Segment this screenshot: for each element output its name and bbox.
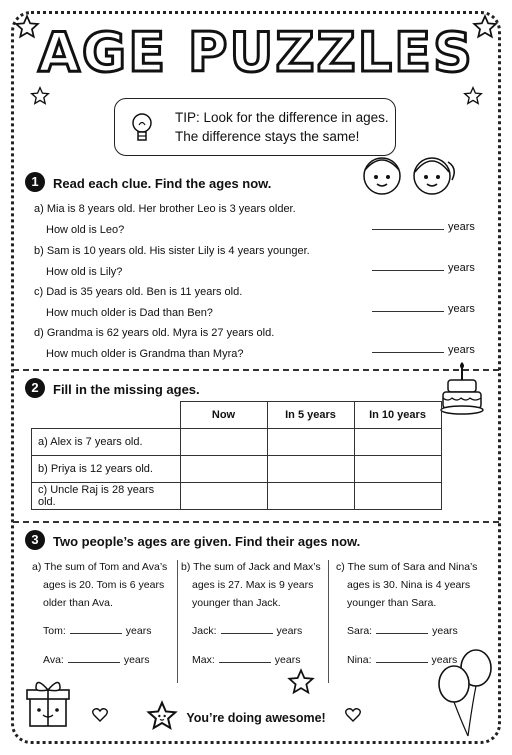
answer-max[interactable]	[181, 651, 331, 669]
row-label: a) Alex is 7 years old.	[32, 429, 181, 456]
answer-c[interactable]	[372, 303, 475, 315]
unit-label: years	[125, 625, 152, 637]
answer-cell[interactable]	[354, 456, 441, 483]
answer-b[interactable]	[372, 262, 475, 274]
question-c-line-2: How much older is Dad than Ben?	[46, 307, 213, 319]
section-divider	[13, 369, 499, 371]
unit-label: years	[274, 654, 301, 666]
unit-label: years	[432, 625, 458, 637]
question-b	[34, 241, 310, 283]
name-label: Ava:	[43, 654, 64, 666]
answer-cell[interactable]	[354, 483, 441, 510]
problem-b-line-3: younger than Jack.	[192, 597, 281, 609]
page-title: AGE PUZZLES	[38, 21, 474, 84]
answer-cell[interactable]	[267, 483, 354, 510]
question-c-line-1: c) Dad is 35 years old. Ben is 11 years old.	[34, 286, 243, 298]
answer-cell[interactable]	[180, 483, 267, 510]
answer-d[interactable]	[372, 344, 475, 356]
answer-ava[interactable]	[32, 651, 182, 669]
question-a	[34, 199, 296, 241]
missing-ages-table	[31, 401, 442, 510]
unit-label: years	[123, 654, 150, 666]
table-row	[32, 429, 442, 456]
question-d	[34, 323, 274, 365]
question-b-line-1: b) Sam is 10 years old. His sister Lily is 4 years younger.	[34, 245, 310, 257]
table-header: In 5 years	[267, 402, 354, 429]
answer-unit: years	[448, 221, 475, 233]
unit-label: years	[431, 654, 458, 666]
kids-faces-icon	[358, 150, 458, 198]
name-label: Jack:	[192, 625, 217, 637]
question-a-line-2: How old is Leo?	[46, 224, 125, 236]
star-icon	[30, 86, 50, 106]
answer-unit: years	[448, 344, 475, 356]
name-label: Nina:	[347, 654, 372, 666]
table-row	[32, 483, 442, 510]
problem-c-line-2: ages is 30. Nina is 4 years	[347, 579, 471, 591]
problem-a-line-2: ages is 20. Tom is 6 years	[43, 579, 165, 591]
question-a-line-1: a) Mia is 8 years old. Her brother Leo is 3 years older.	[34, 203, 296, 215]
problem-a-line-1: a) The sum of Tom and Ava’s	[32, 561, 168, 573]
table-corner	[32, 402, 181, 429]
answer-sara[interactable]	[336, 622, 486, 640]
name-label: Max:	[192, 654, 215, 666]
star-icon	[287, 668, 315, 696]
table-row	[32, 456, 442, 483]
answer-cell[interactable]	[354, 429, 441, 456]
section-2-number: 2	[25, 378, 45, 398]
star-icon	[463, 86, 483, 106]
answer-cell[interactable]	[267, 429, 354, 456]
footer-message: You’re doing awesome!	[186, 711, 326, 725]
answer-cell[interactable]	[180, 456, 267, 483]
problem-a-line-3: older than Ava.	[43, 597, 113, 609]
answer-a[interactable]	[372, 221, 475, 233]
table-header: In 10 years	[354, 402, 441, 429]
question-d-line-1: d) Grandma is 62 years old. Myra is 27 years old.	[34, 327, 275, 339]
section-divider	[13, 521, 499, 523]
section-3-title: Two people’s ages are given. Find their ages now.	[53, 534, 361, 549]
answer-tom[interactable]	[32, 622, 182, 640]
column-divider	[177, 560, 178, 683]
tip-line-1: TIP: Look for the difference in ages.	[175, 110, 389, 125]
section-1-number: 1	[25, 172, 45, 192]
section-2-title: Fill in the missing ages.	[53, 382, 200, 397]
balloons-icon	[431, 648, 494, 740]
answer-unit: years	[448, 262, 475, 274]
answer-unit: years	[448, 303, 475, 315]
tip-box	[114, 98, 396, 156]
name-label: Sara:	[347, 625, 373, 637]
answer-cell[interactable]	[267, 456, 354, 483]
table-header-row	[32, 402, 442, 429]
problem-b	[181, 558, 331, 669]
row-label: b) Priya is 12 years old.	[32, 456, 181, 483]
table-header: Now	[180, 402, 267, 429]
answer-jack[interactable]	[181, 622, 331, 640]
tip-line-2: The difference stays the same!	[175, 129, 360, 144]
problem-c-line-3: younger than Sara.	[347, 597, 437, 609]
unit-label: years	[276, 625, 303, 637]
question-b-line-2: How old is Lily?	[46, 266, 123, 278]
question-c	[34, 282, 242, 324]
column-divider	[328, 560, 329, 683]
name-label: Tom:	[43, 625, 66, 637]
section-1-title: Read each clue. Find the ages now.	[53, 176, 272, 191]
problem-a	[32, 558, 182, 669]
answer-cell[interactable]	[180, 429, 267, 456]
section-3-number: 3	[25, 530, 45, 550]
problem-b-line-1: b) The sum of Jack and Max’s	[181, 561, 321, 573]
birthday-cake-icon	[440, 362, 484, 418]
question-d-line-2: How much older is Grandma than Myra?	[46, 348, 244, 360]
problem-b-line-2: ages is 27. Max is 9 years	[192, 579, 314, 591]
lightbulb-icon	[129, 109, 155, 147]
problem-c-line-1: c) The sum of Sara and Nina’s	[336, 561, 478, 573]
row-label: c) Uncle Raj is 28 years old.	[32, 483, 181, 510]
